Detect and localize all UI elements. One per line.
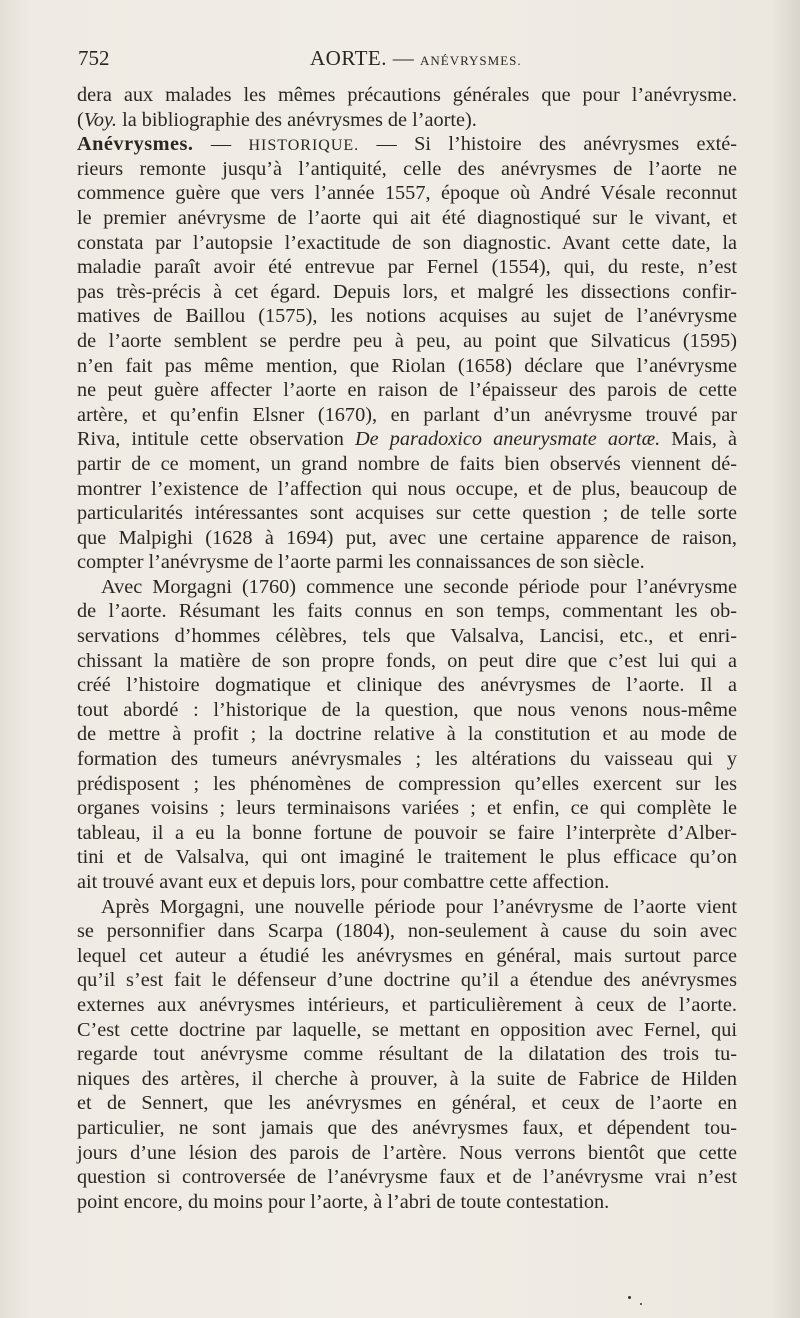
text-run: constata par l’autopsie l’exactitude de son diagnostic. Avant cette date, la [77, 231, 737, 254]
text-run: de mettre à profit ; la doctrine relative à la constitution et au mode de [77, 723, 737, 746]
subsection-heading: HISTORIQUE. [248, 137, 360, 155]
text-run: et de Sennert, que les anévrysmes en général, et ceux de l’aorte en [77, 1092, 737, 1115]
text-line [77, 722, 737, 747]
text-run: point encore, du moins pour l’aorte, à l’abri de toute contestation. [77, 1190, 610, 1213]
running-head-subtitle: ANÉVRYSMES. [419, 53, 522, 68]
text-run: C’est cette doctrine par laquelle, se mettant en opposition avec Fernel, qui [77, 1018, 737, 1041]
text-line [77, 993, 737, 1018]
text-run: Après Morgagni, une nouvelle période pour l’anévrysme de l’aorte vient [101, 895, 737, 918]
text-line [77, 255, 737, 280]
text-line [77, 1091, 737, 1116]
text-run: organes voisins ; leurs terminaisons variées ; et enfin, ce qui complète le [77, 797, 737, 820]
text-line [77, 108, 737, 133]
text-line [77, 796, 737, 821]
text-line [77, 477, 737, 502]
running-head-separator: — [392, 46, 415, 70]
text-line [77, 599, 737, 624]
text-line [77, 698, 737, 723]
italic-text: De paradoxico aneurysmate aortæ. [354, 428, 661, 451]
text-line [77, 968, 737, 993]
text-line [77, 1190, 737, 1215]
text-line [77, 231, 737, 256]
text-run: maladie paraît avoir été entrevue par Fernel (1554), qui, du reste, n’est [77, 256, 737, 279]
text-run: formation des tumeurs anévrysmales ; les altérations du vaisseau qui y [77, 748, 737, 771]
text-line [77, 1018, 737, 1043]
text-line [77, 821, 737, 846]
text-line [77, 1116, 737, 1141]
text-run: partir de ce moment, un grand nombre de faits bien observés viennent dé- [77, 452, 737, 475]
text-run: externes aux anévrysmes intérieurs, et particulièrement à ceux de l’aorte. [77, 993, 737, 1016]
text-line [77, 427, 737, 452]
text-run: de l’aorte. Résumant les faits connus en son temps, commentant les ob- [77, 600, 737, 623]
text-line [77, 1067, 737, 1092]
text-line [77, 206, 737, 231]
text-line [77, 1141, 737, 1166]
text-line [77, 895, 737, 920]
text-run: Riva, intitule cette observation [77, 428, 355, 451]
text-line [77, 354, 737, 379]
text-run: dera aux malades les mêmes précautions générales que pour l’anévrysme. [77, 84, 737, 106]
text-line [77, 83, 737, 108]
page-number: 752 [78, 46, 110, 70]
text-run: se personnifier dans Scarpa (1804), non-seulement à cause du soin avec [77, 920, 737, 943]
text-run: montrer l’existence de l’affection qui nous occupe, et de plus, beaucoup de [77, 477, 737, 500]
text-run: niques des artères, il cherche à prouver, à la suite de Fabrice de Hilden [77, 1067, 737, 1090]
text-line [77, 526, 737, 551]
text-run: — Si l’histoire des anévrysmes exté- [359, 133, 737, 156]
text-line [77, 452, 737, 477]
text-run: le premier anévrysme de l’aorte qui ait été diagnostiqué sur le vivant, et [77, 206, 737, 229]
text-line [77, 919, 737, 944]
text-line [77, 501, 737, 526]
text-run: artère, et qu’enfin Elsner (1670), en parlant d’un anévrysme trouvé par [77, 403, 737, 426]
text-line [77, 550, 737, 575]
running-head-title: AORTE. [310, 46, 387, 70]
text-line [77, 304, 737, 329]
text-line [77, 575, 737, 600]
text-run: jours d’une lésion des parois de l’artère. Nous verrons bientôt que cette [77, 1141, 737, 1164]
text-run: la bibliographie des anévrysmes de l’aorte). [117, 108, 477, 131]
text-line [77, 1165, 737, 1190]
text-run: regarde tout anévrysme comme résultant de la dilatation des trois tu- [77, 1043, 737, 1066]
text-line [77, 747, 737, 772]
speck-mark [628, 1296, 631, 1299]
italic-text: Voy. [83, 108, 117, 131]
body-text [77, 83, 737, 1214]
text-line [77, 403, 737, 428]
text-run: compter l’anévrysme de l’aorte parmi les connaissances de son siècle. [77, 551, 645, 574]
text-run: tini et de Valsalva, qui ont imaginé le traitement le plus efficace qu’on [77, 846, 737, 869]
text-run: n’en fait pas même mention, que Riolan (1658) déclare que l’anévrysme [77, 354, 737, 377]
text-line [77, 772, 737, 797]
text-run: ( [77, 108, 84, 131]
text-line [77, 132, 737, 157]
text-run: pas très-précis à cet égard. Depuis lors, et malgré les dissections confir- [77, 280, 737, 303]
text-run: prédisposent ; les phénomènes de compression qu’elles exercent sur les [77, 772, 737, 795]
text-run: tout abordé : l’historique de la question, que nous venons nous-même [77, 698, 737, 721]
text-run: commence guère que vers l’année 1557, époque où André Vésale reconnut [77, 182, 737, 205]
text-run: de l’aorte semblent se perdre peu à peu, au point que Silvaticus (1595) [77, 329, 737, 352]
text-line [77, 181, 737, 206]
text-run: — [193, 133, 249, 156]
text-run: chissant la matière de son propre fonds, on peut dire que c’est lui qui a [77, 649, 737, 672]
text-run: particulier, ne sont jamais que des anévrysmes faux, et dépendent tou- [77, 1116, 737, 1139]
text-run: particularités intéressantes sont acquises sur cette question ; de telle sorte [77, 502, 737, 525]
text-run: question si controversée de l’anévrysme faux et de l’anévrysme vrai n’est [77, 1166, 737, 1189]
text-run: créé l’histoire dogmatique et clinique des anévrysmes de l’aorte. Il a [77, 674, 737, 697]
section-heading: Anévrysmes. [77, 133, 194, 156]
text-run: tableau, il a eu la bonne fortune de pouvoir se faire l’interprète d’Alber- [77, 821, 737, 844]
text-line [77, 329, 737, 354]
text-run: servations d’hommes célèbres, tels que Valsalva, Lancisi, etc., et enri- [77, 625, 737, 648]
text-run: que Malpighi (1628 à 1694) put, avec une certaine apparence de raison, [77, 526, 737, 549]
text-line [77, 157, 737, 182]
text-run: lequel cet auteur a étudié les anévrysmes en général, mais surtout parce [77, 944, 737, 967]
text-line [77, 845, 737, 870]
running-head [310, 46, 522, 71]
text-line [77, 944, 737, 969]
text-run: Mais, à [660, 428, 737, 451]
text-run: qu’il s’est fait le défenseur d’une doctrine qu’il a étendue des anévrysmes [77, 969, 737, 992]
text-line [77, 280, 737, 305]
text-line [77, 673, 737, 698]
speck-mark [640, 1303, 642, 1305]
text-run: Avec Morgagni (1760) commence une seconde période pour l’anévrysme [101, 575, 737, 598]
text-line [77, 624, 737, 649]
text-line [77, 870, 737, 895]
text-line [77, 378, 737, 403]
text-run: matives de Baillou (1575), les notions acquises au sujet de l’anévrysme [77, 305, 737, 328]
text-line [77, 1042, 737, 1067]
page-header [78, 46, 734, 76]
text-line [77, 649, 737, 674]
text-run: ait trouvé avant eux et depuis lors, pour combattre cette affection. [77, 871, 610, 893]
text-run: rieurs remonte jusqu’à l’antiquité, celle des anévrysmes de l’aorte ne [77, 157, 737, 180]
text-run: ne peut guère affecter l’aorte en raison de l’épaisseur des parois de cette [77, 379, 737, 402]
